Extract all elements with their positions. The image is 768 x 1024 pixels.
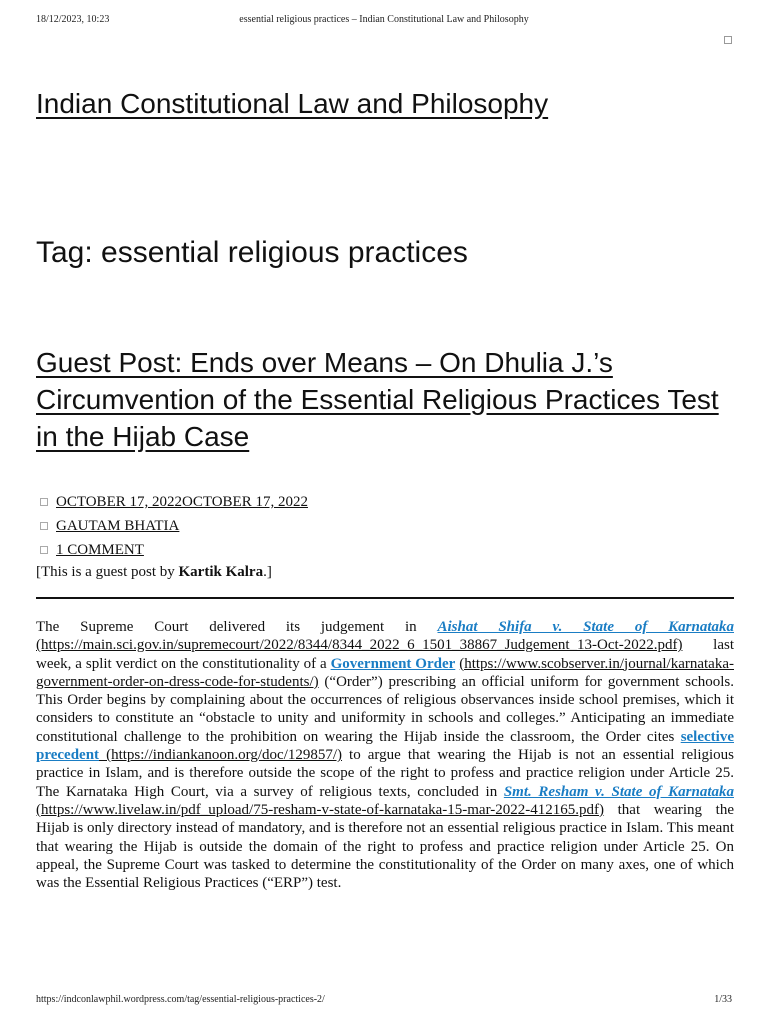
body-text-1: The Supreme Court delivered its judgement in xyxy=(36,619,438,635)
checkbox-icon[interactable] xyxy=(724,36,732,44)
post-meta xyxy=(40,490,308,562)
print-footer xyxy=(36,994,732,1008)
post-comments-link[interactable]: 1 COMMENT xyxy=(56,542,144,558)
guest-author: Kartik Kalra xyxy=(178,564,264,580)
post-author-item xyxy=(40,514,308,538)
case-link-resham[interactable]: Smt. Resham v. State of Karnataka xyxy=(503,783,734,800)
body-text-2: last week, a split verdict on the constitutionality of a xyxy=(36,637,734,672)
comment-icon xyxy=(40,546,48,554)
archive-title: Tag: essential religious practices xyxy=(36,236,468,269)
site-title[interactable]: Indian Constitutional Law and Philosophy xyxy=(36,88,549,119)
government-order-url[interactable]: (https://www.scobserver.in/journal/karnataka-government-order-on-dress-code-for-students/) xyxy=(36,655,734,690)
post-author-link[interactable]: GAUTAM BHATIA xyxy=(56,518,180,534)
print-datetime: 18/12/2023, 10:23 xyxy=(36,14,110,25)
case-link-aishat-shifa[interactable]: Aishat Shifa v. State of Karnataka xyxy=(437,619,734,635)
post-intro xyxy=(36,562,272,582)
intro-end: .] xyxy=(263,564,272,580)
post-body xyxy=(36,618,734,892)
page-number: 1/33 xyxy=(714,994,732,1005)
body-text-3: (“Order”) prescribing an official uniform for government schools. This Order begins by complaining about the occurrences of religious observances inside school premises, which it considers to constitute an “obstacle to unity and uniformity in schools and colleges.” Anticipating an immediate constitutional challenge to the prohibition on wearing the Hijab inside the classroom, the Order cites xyxy=(36,673,734,745)
author-icon xyxy=(40,522,48,530)
post-comments-item xyxy=(40,538,308,562)
government-order-link[interactable]: Government Order xyxy=(330,655,456,672)
selective-precedent-url[interactable]: (https://indiankanoon.org/doc/129857/) xyxy=(99,747,343,764)
print-page-title: essential religious practices – Indian Constitutional Law and Philosophy xyxy=(239,14,529,25)
print-url: https://indconlawphil.wordpress.com/tag/essential-religious-practices-2/ xyxy=(36,994,325,1005)
calendar-icon xyxy=(40,498,48,506)
body-text-4: to argue that wearing the Hijab is not an essential religious practice in Islam, and is therefore outside the scope of the right to profess and practice religion under Article 25. The Karnataka High Court, via a survey of religious texts, concluded in xyxy=(36,747,734,800)
case-url-resham[interactable]: (https://www.livelaw.in/pdf_upload/75-resham-v-state-of-karnataka-15-mar-2022-412165.pdf) xyxy=(36,801,605,818)
case-url-aishat-shifa[interactable]: (https://main.sci.gov.in/supremecourt/2022/8344/8344_2022_6_1501_38867_Judgement_13-Oct-2022.pdf) xyxy=(36,637,683,654)
body-text-5: that wearing the Hijab is only directory instead of mandatory, and is therefore not an essential religious practice in Islam. This meant that wearing the Hijab is outside the domain of the right to profess and practice religion under Article 25. On appeal, the Supreme Court was tasked to determine the constitutionality of the Order on many axes, one of which was the Essential Religious Practices (“ERP”) test. xyxy=(36,801,734,892)
post-title[interactable]: Guest Post: Ends over Means – On Dhulia J.’s Circumvention of the Essential Religious Practices Test in the Hijab Case xyxy=(36,347,719,452)
post-date-link[interactable]: OCTOBER 17, 2022OCTOBER 17, 2022 xyxy=(56,494,308,510)
selective-precedent-link[interactable]: selective precedent xyxy=(36,728,734,764)
post-date-item xyxy=(40,490,308,514)
intro-text: [This is a guest post by xyxy=(36,564,179,580)
print-header xyxy=(36,14,732,28)
divider xyxy=(36,597,734,599)
